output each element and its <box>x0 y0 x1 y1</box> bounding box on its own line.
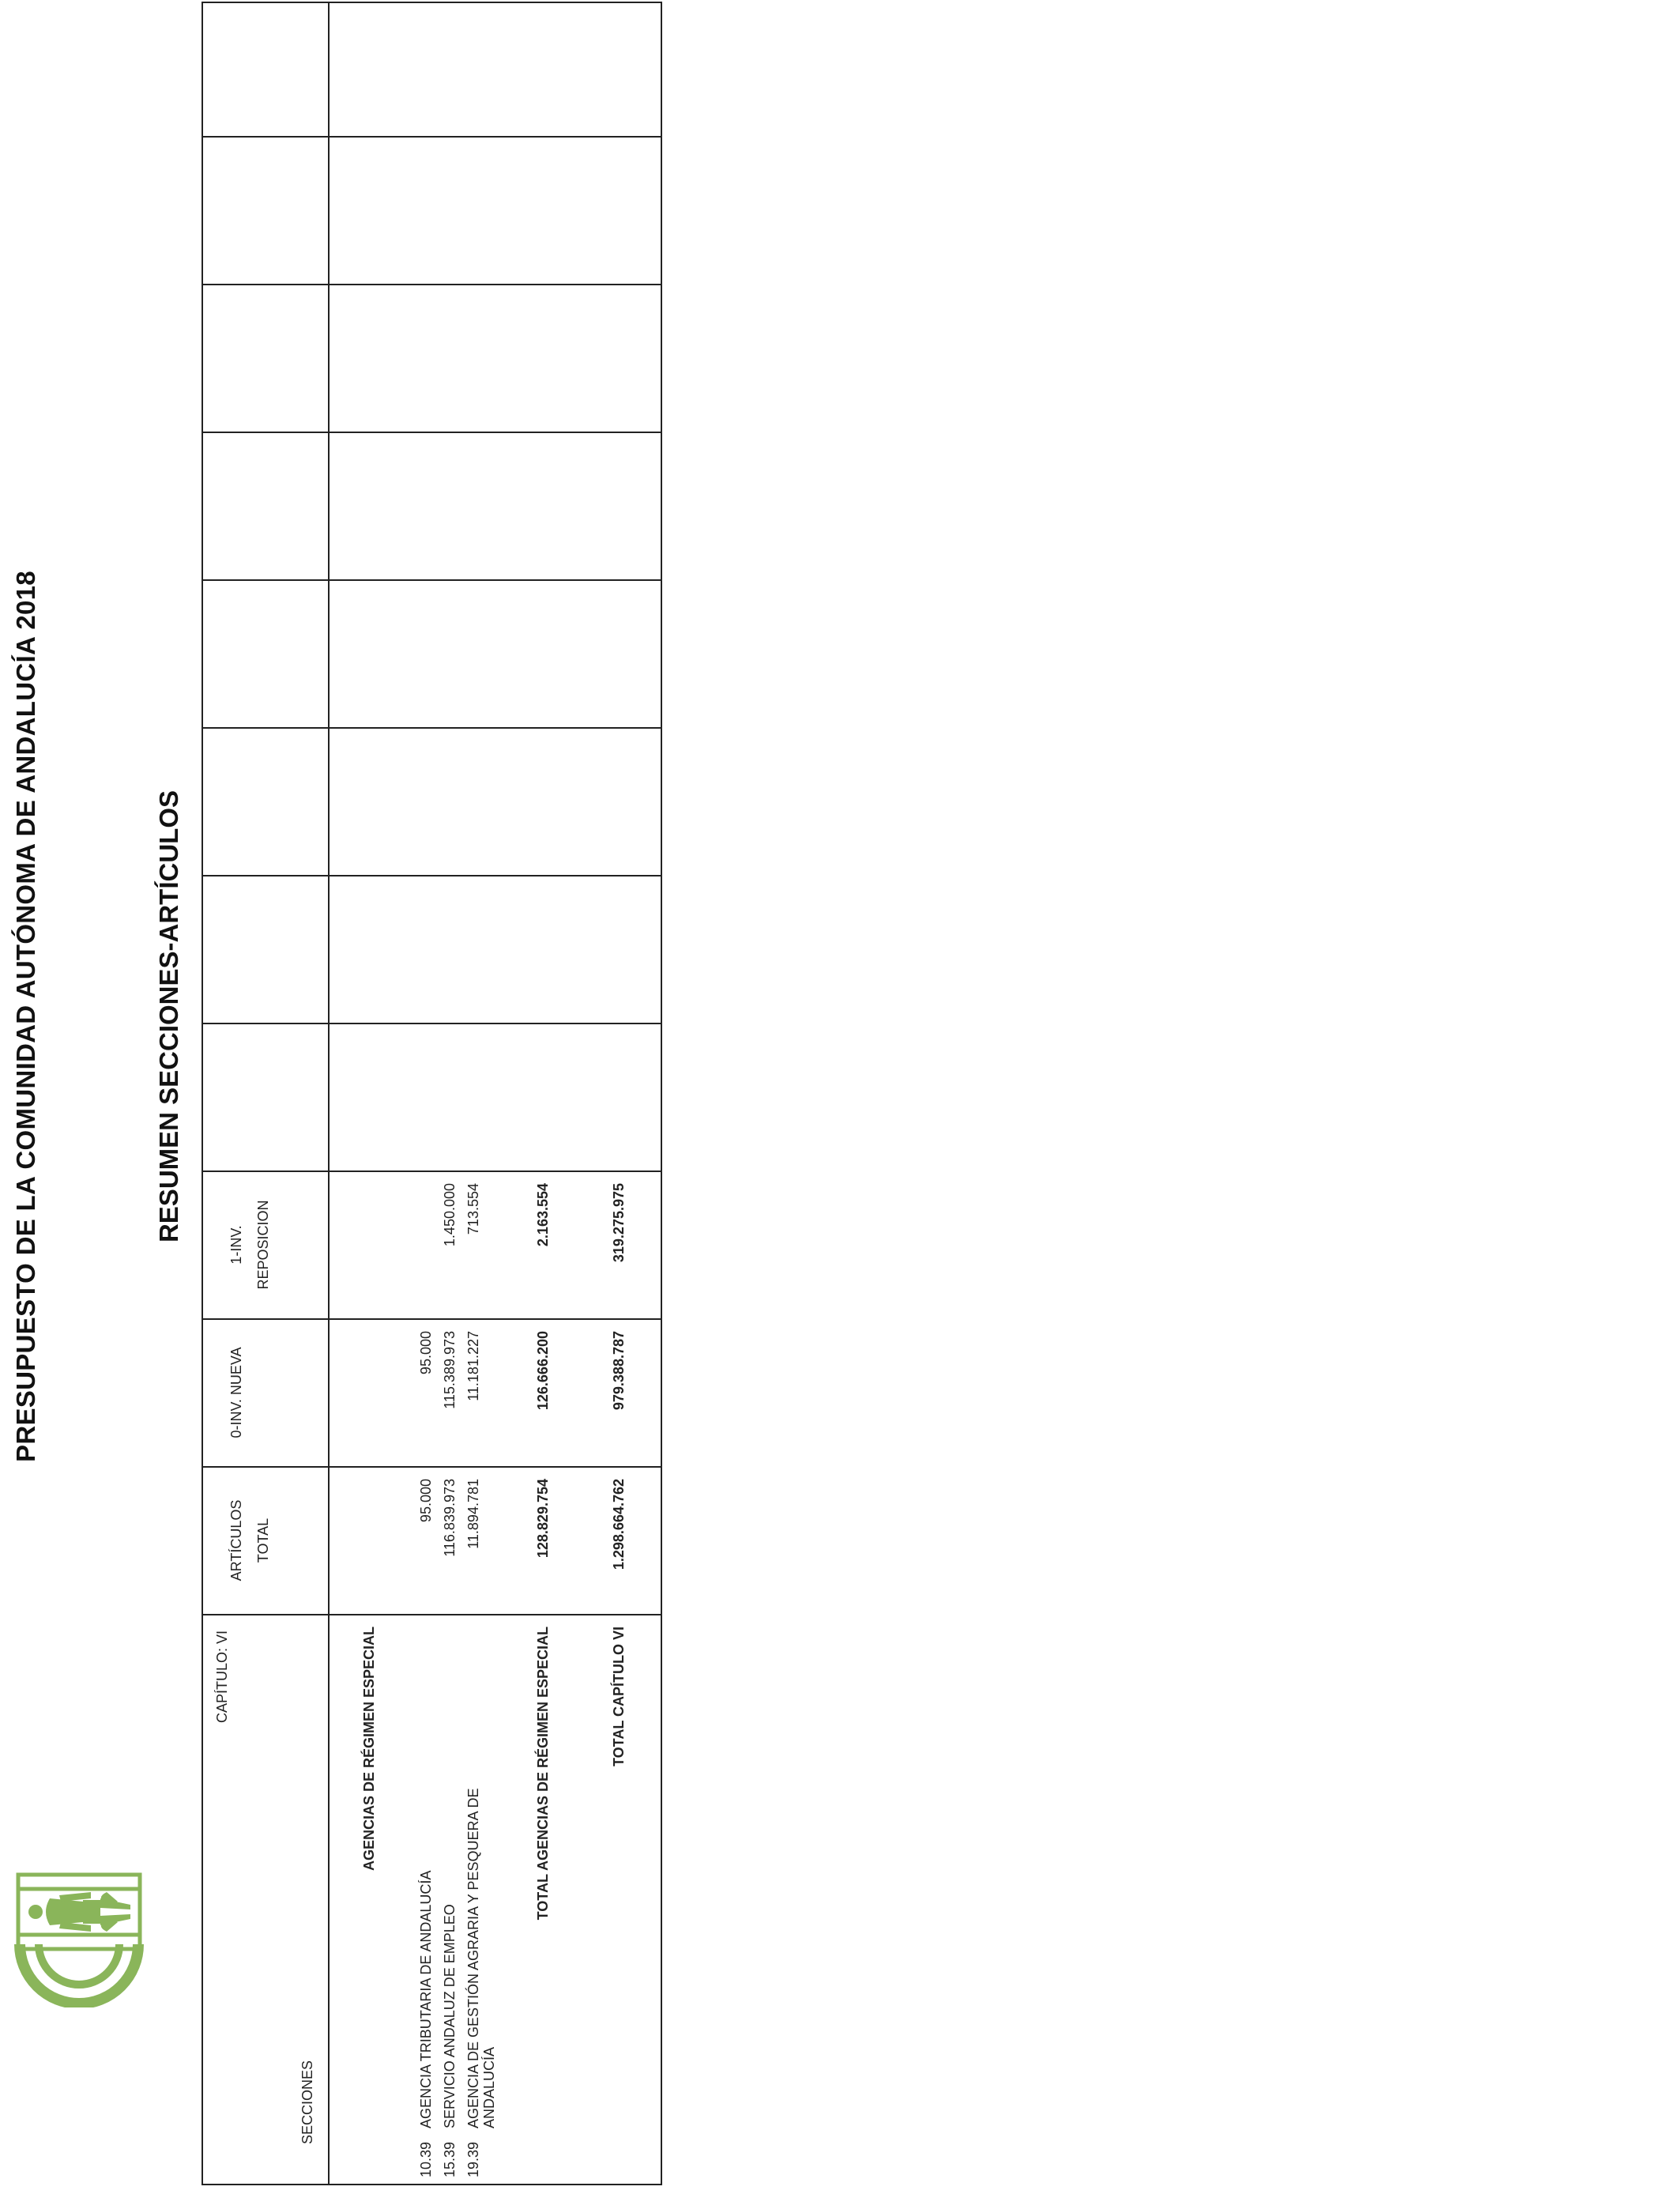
header-divider <box>328 3 330 2184</box>
subtotal-inv-reposicion-value: 2.163.554 <box>535 1183 551 1247</box>
grid-line <box>203 136 661 138</box>
inv-reposicion-value: 713.554 <box>465 1183 481 1235</box>
page-title: PRESUPUESTO DE LA COMUNIDAD AUTÓNOMA DE ANDALUCÍA 2018 <box>11 571 40 1462</box>
grand-total-label: TOTAL CAPÍTULO VI <box>611 1627 627 1767</box>
chapter-label: CAPÍTULO: VI <box>214 1630 230 1724</box>
inv-reposicion-header: 1-INV. <box>228 1225 244 1265</box>
table-row <box>418 1172 435 2184</box>
inv-nueva-value: 95.000 <box>418 1331 434 1375</box>
table-row <box>442 1172 459 2184</box>
grid-line <box>203 284 661 285</box>
articulos-total-value: 116.839.973 <box>442 1479 458 1557</box>
grand-total-row <box>611 1172 628 2184</box>
grid-line <box>203 579 661 581</box>
inv-nueva-header: 0-INV. NUEVA <box>228 1347 244 1438</box>
section-code: 15.39 <box>442 2141 458 2177</box>
group-heading: AGENCIAS DE RÉGIMEN ESPECIAL <box>361 1627 377 1872</box>
grid-line <box>203 432 661 433</box>
grid-line <box>203 727 661 729</box>
inv-reposicion-header-line2: REPOSICION <box>255 1200 271 1290</box>
report-subtitle: RESUMEN SECCIONES-ARTÍCULOS <box>154 790 183 1243</box>
articulos-total-value: 95.000 <box>418 1479 434 1523</box>
subtotal-inv-nueva-value: 126.666.200 <box>535 1331 551 1411</box>
grand-total-inv-nueva-value: 979.388.787 <box>611 1331 627 1411</box>
articulos-header: ARTÍCULOS <box>228 1499 244 1581</box>
inv-reposicion-value: 1.450.000 <box>442 1183 458 1247</box>
total-header: TOTAL <box>255 1517 271 1563</box>
section-name: SERVICIO ANDALUZ DE EMPLEO <box>442 1904 458 2128</box>
grid-line <box>203 875 661 876</box>
inv-nueva-value: 115.389.973 <box>442 1331 458 1409</box>
summary-table <box>202 2 662 2185</box>
articulos-total-value: 11.894.781 <box>465 1479 481 1549</box>
section-code: 19.39 <box>465 2141 481 2177</box>
section-name: AGENCIA TRIBUTARIA DE ANDALUCÍA <box>418 1870 434 2128</box>
grand-total-value: 1.298.664.762 <box>611 1479 627 1570</box>
subtotal-label: TOTAL AGENCIAS DE RÉGIMEN ESPECIAL <box>535 1627 551 1921</box>
subtotal-row <box>535 1172 552 2184</box>
subtotal-total-value: 128.829.754 <box>535 1479 551 1559</box>
inv-nueva-value: 11.181.227 <box>465 1331 481 1401</box>
section-code: 10.39 <box>418 2141 434 2177</box>
table-row <box>465 1172 500 2184</box>
grid-line <box>203 1023 661 1024</box>
secciones-header: SECCIONES <box>299 2060 315 2144</box>
grand-total-inv-reposicion-value: 319.275.975 <box>611 1183 627 1263</box>
junta-de-andalucia-logo-icon <box>12 1870 146 2007</box>
section-name: AGENCIA DE GESTIÓN AGRARIA Y PESQUERA DE ANDALUCÍA <box>465 1788 497 2128</box>
